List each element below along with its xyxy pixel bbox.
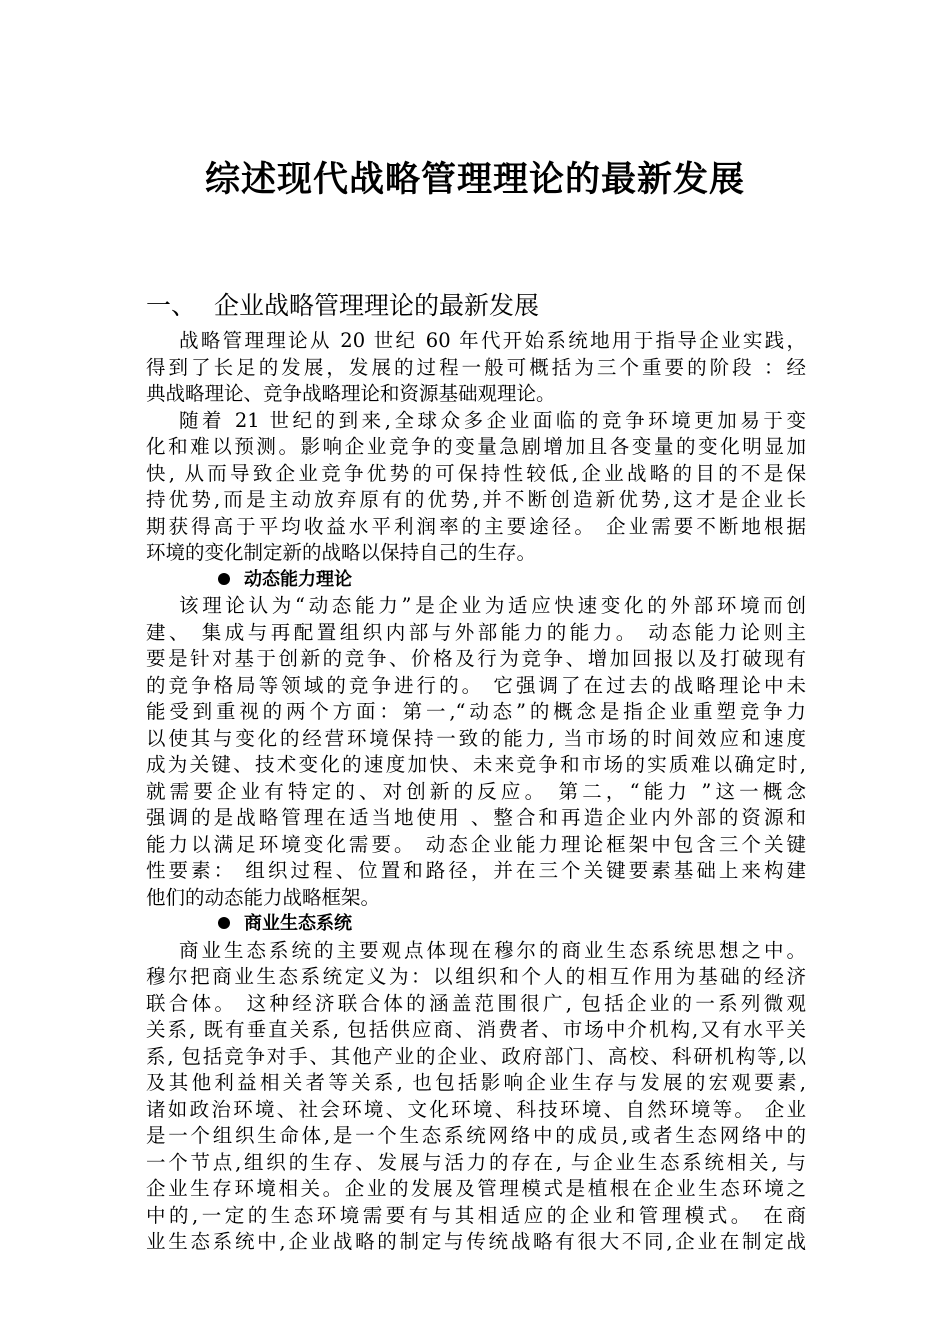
paragraph-line: 关系, 既有垂直关系, 包括供应商、消费者、市场中介机构,又有水平关 <box>146 1018 806 1041</box>
paragraph-line: 化和难以预测。影响企业竞争的变量急剧增加且各变量的变化明显加 <box>146 435 806 458</box>
document-title: 综述现代战略管理理论的最新发展 <box>204 159 745 200</box>
paragraph-line: 以使其与变化的经营环境保持一致的能力, 当市场的时间效应和速度 <box>146 726 806 750</box>
paragraph-line: 业生态系统中,企业战略的制定与传统战略有很大不同,企业在制定战 <box>146 1230 806 1253</box>
paragraph-line: 就需要企业有特定的、对创新的反应。 第二，“能力 ”这一概念 <box>146 779 806 803</box>
subsection-heading-text: 动态能力理论 <box>244 568 352 590</box>
paragraph-line: 典战略理论、竞争战略理论和资源基础观理论。 <box>146 382 556 405</box>
paragraph-line: 要是针对基于创新的竞争、价格及行为竞争、增加回报以及打破现有 <box>146 647 806 670</box>
paragraph-line: 中的,一定的生态环境需要有与其相适应的企业和管理模式。 在商 <box>146 1203 806 1227</box>
bullet-icon <box>218 573 230 585</box>
paragraph-line: 持优势,而是主动放弃原有的优势,并不断创造新优势,这才是企业长 <box>146 488 806 511</box>
subsection-heading <box>146 567 806 594</box>
paragraph-line: 联合体。 这种经济联合体的涵盖范围很广, 包括企业的一系列微观 <box>146 991 806 1015</box>
paragraph-line: 随着 21 世纪的到来,全球众多企业面临的竞争环境更加易于变 <box>179 408 806 432</box>
section-number: 一、 <box>146 291 197 320</box>
paragraph-line: 性要素： 组织过程、位置和路径，并在三个关键要素基础上来构建 <box>146 859 806 882</box>
body-text <box>146 328 806 1256</box>
paragraph-line: 诸如政治环境、社会环境、文化环境、科技环境、自然环境等。 企业 <box>146 1097 806 1121</box>
paragraph-line: 的竞争格局等领域的竞争进行的。 它强调了在过去的战略理论中未 <box>146 673 806 697</box>
paragraph-line: 期获得高于平均收益水平利润率的主要途径。 企业需要不断地根据 <box>146 514 806 538</box>
paragraph-line: 建、 集成与再配置组织内部与外部能力的能力。 动态能力论则主 <box>146 620 806 644</box>
paragraph-line: 强调的是战略管理在适当地使用 、整合和再造企业内外部的资源和 <box>146 806 806 829</box>
paragraph-line: 商业生态系统的主要观点体现在穆尔的商业生态系统思想之中。 <box>179 938 806 962</box>
bullet-icon <box>218 917 230 929</box>
subsection-heading <box>146 911 806 938</box>
paragraph-line: 环境的变化制定新的战略以保持自己的生存。 <box>146 541 537 564</box>
paragraph-line: 战略管理理论从 20 世纪 60 年代开始系统地用于指导企业实践， <box>179 329 806 352</box>
paragraph-line: 成为关键、技术变化的速度加快、未来竞争和市场的实质难以确定时, <box>146 753 806 776</box>
paragraph-line: 穆尔把商业生态系统定义为：以组织和个人的相互作用为基础的经济 <box>146 965 806 988</box>
paragraph-line: 是一个组织生命体,是一个生态系统网络中的成员,或者生态网络中的 <box>146 1124 806 1147</box>
paragraph-line: 得到了长足的发展，发展的过程一般可概括为三个重要的阶段 ：经 <box>146 355 806 379</box>
paragraph-line: 及其他利益相关者等关系, 也包括影响企业生存与发展的宏观要素, <box>146 1071 806 1094</box>
paragraph-line: 一个节点,组织的生存、发展与活力的存在, 与企业生态系统相关, 与 <box>146 1150 806 1174</box>
section-heading <box>146 286 539 326</box>
paragraph-line: 他们的动态能力战略框架。 <box>146 885 381 909</box>
section-heading-text: 企业战略管理理论的最新发展 <box>214 291 540 320</box>
paragraph-line: 能力以满足环境变化需要。 动态企业能力理论框架中包含三个关键 <box>146 832 806 856</box>
subsection-heading-text: 商业生态系统 <box>244 913 352 934</box>
paragraph-line: 该理论认为“动态能力”是企业为适应快速变化的外部环境而创 <box>179 594 806 617</box>
paragraph-line: 企业生存环境相关。企业的发展及管理模式是植根在企业生态环境之 <box>146 1177 806 1200</box>
paragraph-line: 快, 从而导致企业竞争优势的可保持性较低,企业战略的目的不是保 <box>146 461 806 485</box>
paragraph-line: 能受到重视的两个方面：第一,“动态”的概念是指企业重塑竞争力 <box>146 700 806 723</box>
paragraph-line: 系, 包括竞争对手、其他产业的企业、政府部门、高校、科研机构等,以 <box>146 1044 806 1068</box>
